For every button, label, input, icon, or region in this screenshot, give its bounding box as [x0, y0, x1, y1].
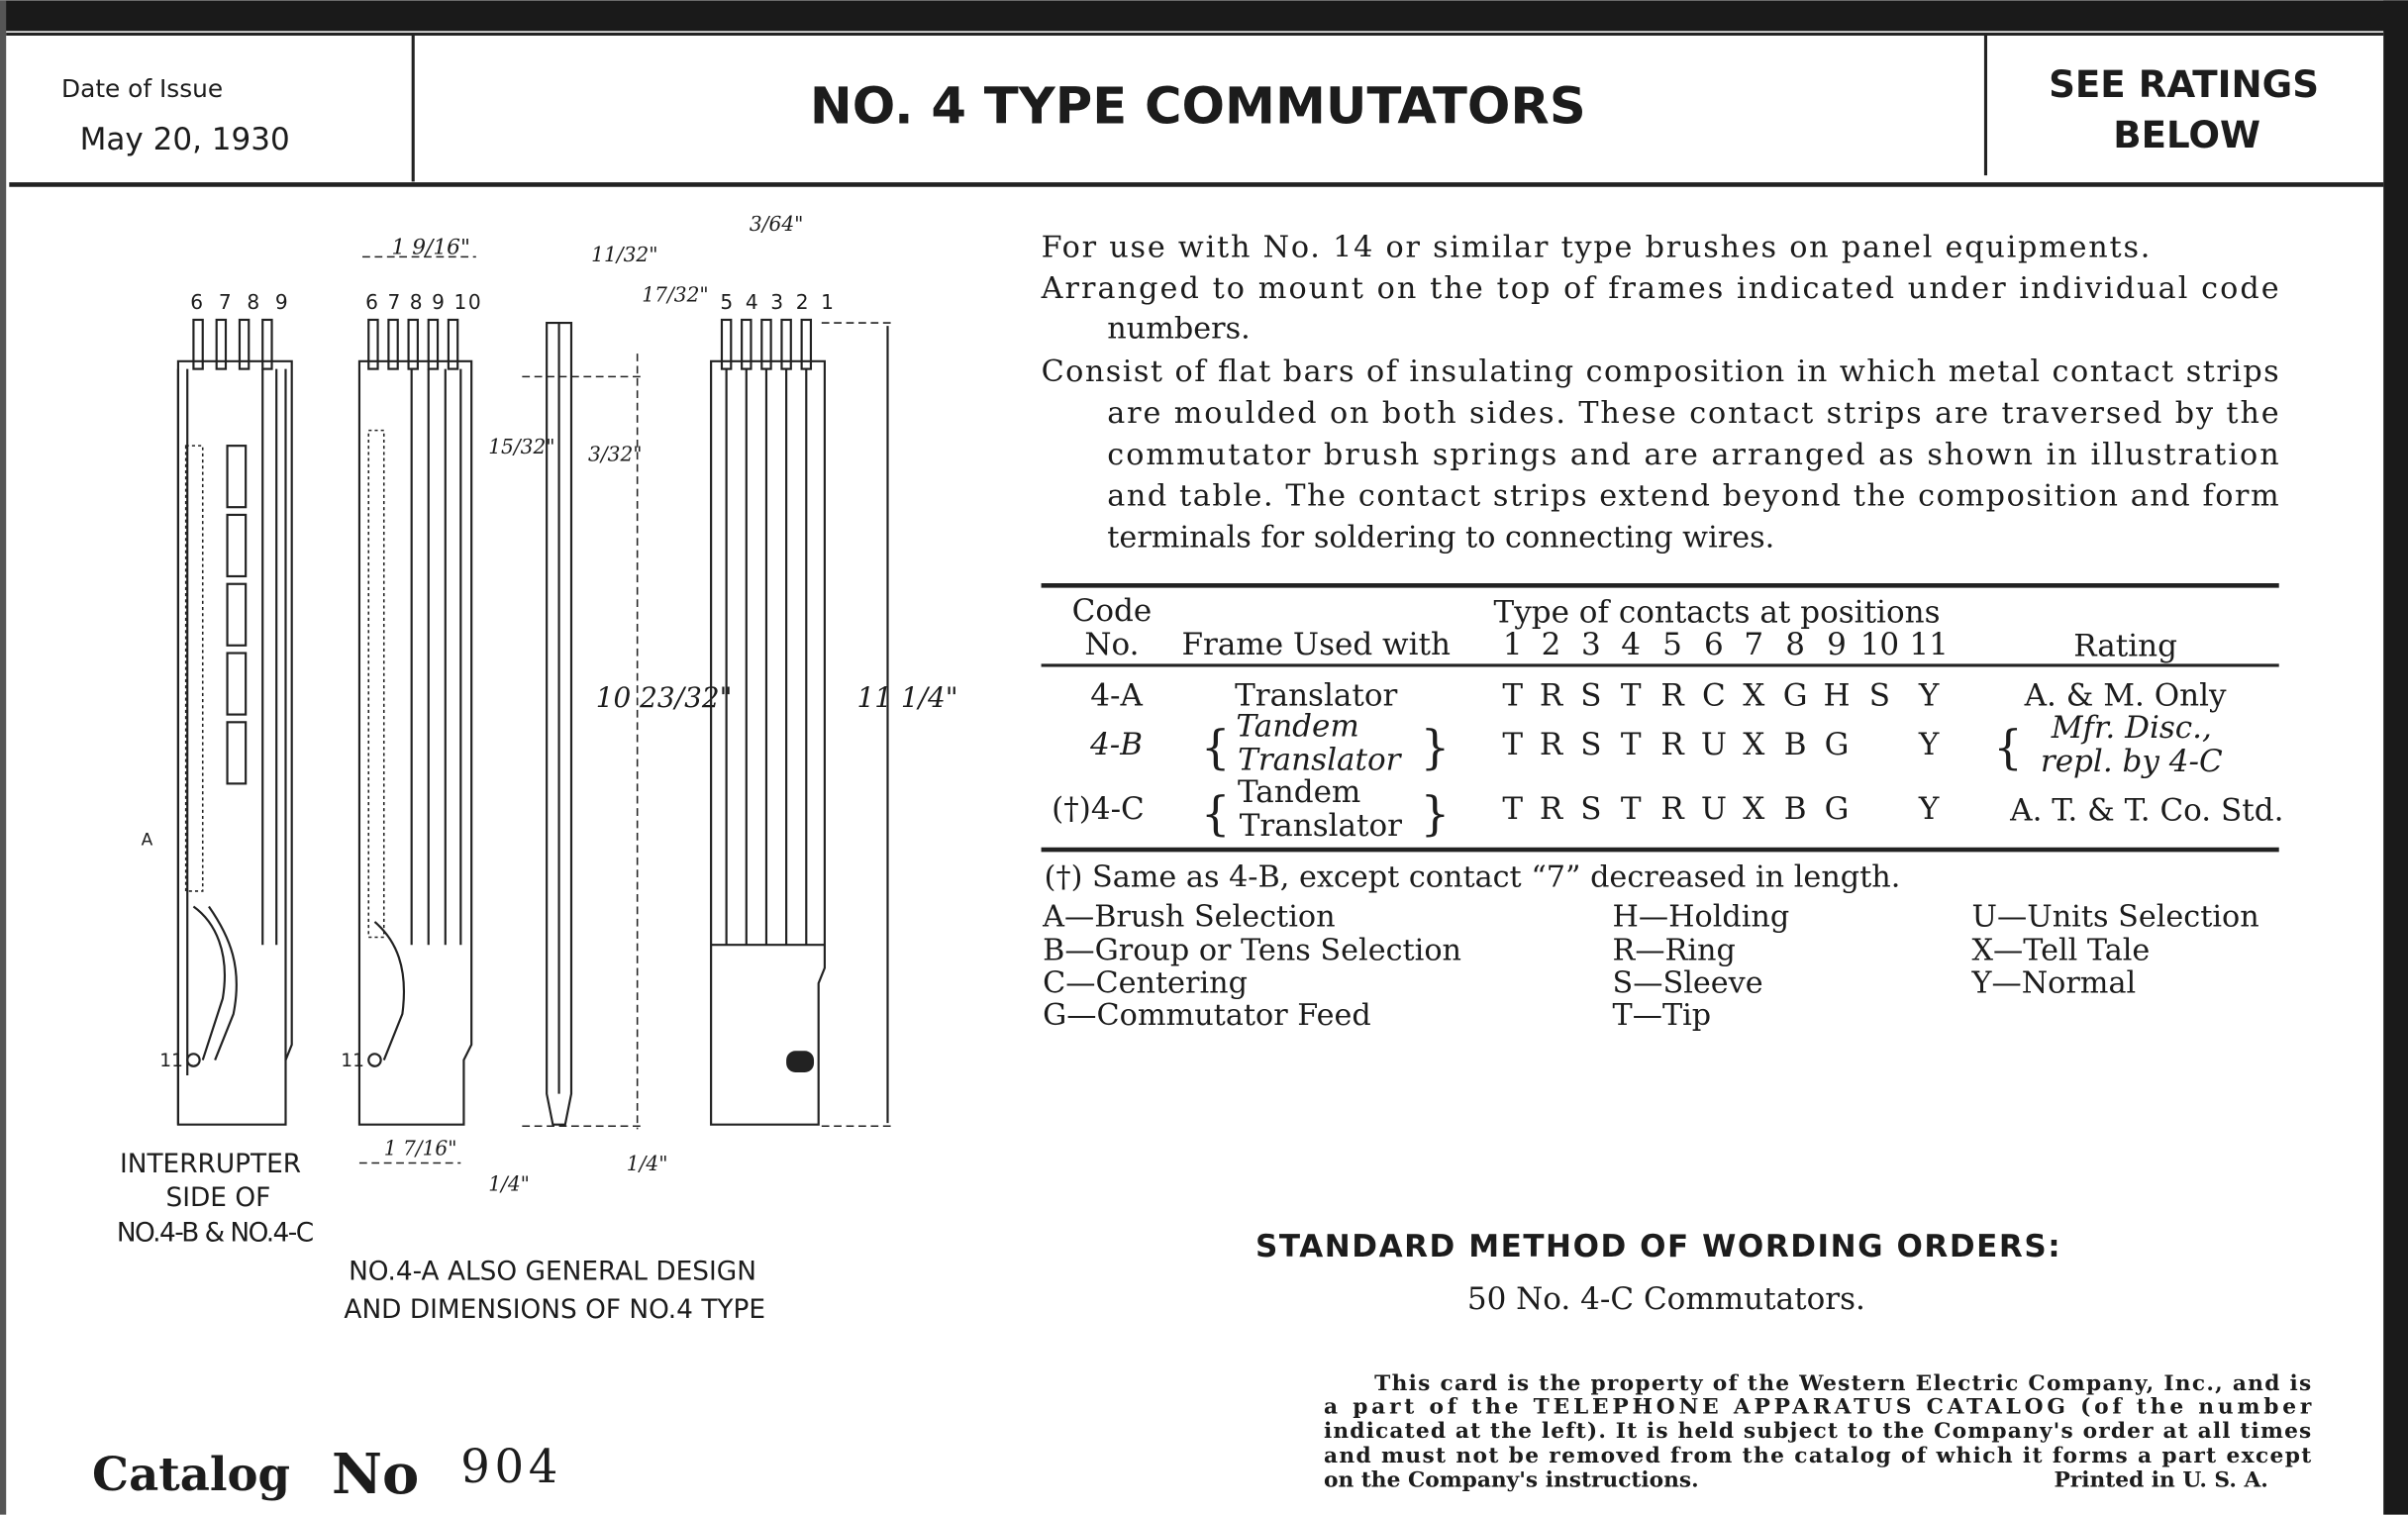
contact-cell: S: [1580, 791, 1602, 828]
row-rating: A. T. & T. Co. Std.: [2010, 792, 2284, 829]
contact-cell: Y: [1918, 791, 1940, 828]
row-rating: Mfr. Disc.,: [2051, 709, 2212, 746]
brace-icon: {: [1200, 721, 1231, 775]
dim-7-16: 1 7/16": [383, 1136, 457, 1161]
contact-cell: S: [1868, 677, 1891, 714]
notice-line: indicated at the left). It is held subject to the Company's order at all times: [1323, 1419, 2312, 1445]
commutator-side-view: [488, 212, 803, 1195]
header-no: No.: [1084, 627, 1140, 663]
notice-line: and must not be removed from the catalog of which it forms a part except: [1323, 1443, 2312, 1468]
caption-line: NO.4-B & NO.4-C: [116, 1218, 313, 1249]
dim-width: 1 9/16": [391, 235, 470, 260]
desc-line: Consist of flat bars of insulating composition in which metal contact strips: [1041, 354, 2279, 389]
header: [6, 34, 2383, 184]
page-title: NO. 4 TYPE COMMUTATORS: [809, 76, 1586, 137]
legend-item: X—Tell Tale: [1971, 933, 2151, 968]
legend-item: U—Units Selection: [1971, 899, 2259, 935]
row-code: 4-B: [1090, 726, 1144, 762]
position-number: 4: [1621, 627, 1642, 663]
legend-item: R—Ring: [1612, 933, 1736, 968]
date-value: May 20, 1930: [79, 121, 290, 157]
legend-item: S—Sleeve: [1612, 965, 1763, 1001]
legend-item: T—Tip: [1612, 997, 1712, 1033]
row-frame: Translator: [1235, 677, 1398, 714]
catalog-number: [92, 1440, 562, 1507]
desc-line: commutator brush springs and are arranged as shown in illustration: [1107, 437, 2279, 472]
scan-edge-right: [2383, 0, 2408, 1514]
contact-cell: G: [1824, 791, 1850, 828]
contact-cell: R: [1539, 677, 1563, 714]
dim-3-32: 3/32": [588, 442, 643, 466]
dim-15-32: 15/32": [488, 434, 555, 458]
desc-line: are moulded on both sides. These contact strips are traversed by the: [1107, 395, 2279, 431]
dim-quarter: 1/4": [626, 1152, 668, 1176]
contact-cell: Y: [1918, 677, 1940, 714]
header-contacts: Type of contacts at positions: [1493, 594, 1941, 631]
notice-line: on the Company's instructions.: [1323, 1467, 1699, 1493]
dim-quarter: 1/4": [488, 1171, 530, 1196]
contact-cell: H: [1823, 677, 1851, 714]
contacts-table: [1042, 585, 2284, 894]
contact-cell: B: [1783, 726, 1807, 762]
ratings-note-2: BELOW: [2113, 113, 2261, 157]
row-rating: repl. by 4-C: [2040, 743, 2223, 779]
contact-cell: T: [1502, 726, 1524, 762]
row-frame: Tandem: [1237, 773, 1361, 810]
contact-cell: G: [1782, 677, 1808, 714]
position-numbers: [1503, 627, 1949, 662]
caption-line: INTERRUPTER: [119, 1149, 302, 1179]
description: [1041, 230, 2279, 555]
header-rating: Rating: [2073, 628, 2178, 664]
label-11: 11: [159, 1050, 183, 1071]
terminal-numbers: 6 7 8 9 10: [365, 290, 483, 315]
commutator-general-design: [341, 235, 482, 1162]
contact-cell: R: [1660, 677, 1684, 714]
contact-cell: T: [1620, 791, 1642, 828]
row-rating: A. & M. Only: [2024, 677, 2227, 714]
ordering-example: 50 No. 4-C Commutators.: [1466, 1280, 1865, 1317]
notice-line: This card is the property of the Western Electric Company, Inc., and is: [1374, 1371, 2312, 1397]
drawing-captions: [117, 1150, 765, 1325]
brace-icon: }: [1420, 721, 1451, 775]
contact-cell: R: [1539, 726, 1563, 762]
desc-line: Arranged to mount on the top of frames indicated under individual code: [1041, 271, 2279, 307]
printed-in: Printed in U. S. A.: [2054, 1467, 2268, 1493]
legend-item: G—Commutator Feed: [1043, 997, 1371, 1033]
contact-cell: X: [1743, 677, 1765, 714]
contact-cell: X: [1743, 791, 1765, 828]
commutator-interrupter-side: [142, 290, 293, 1125]
position-number: 5: [1662, 627, 1682, 663]
position-number: 9: [1827, 627, 1847, 663]
terminal-numbers: 6 7 8 9: [190, 290, 293, 315]
contact-cell: T: [1620, 677, 1642, 714]
contact-cell: T: [1502, 677, 1524, 714]
catalog-label: Catalog: [92, 1446, 291, 1501]
ordering-heading: STANDARD METHOD OF WORDING ORDERS:: [1255, 1229, 2062, 1265]
caption-line: NO.4-A ALSO GENERAL DESIGN: [349, 1257, 756, 1287]
dim-total: 11 1/4": [856, 680, 958, 714]
notice-line: a part of the TELEPHONE APPARATUS CATALOG (of the number: [1323, 1394, 2312, 1420]
caption-line: AND DIMENSIONS OF NO.4 TYPE: [344, 1295, 766, 1326]
header-frame: Frame Used with: [1181, 627, 1451, 663]
terminal-numbers: 5 4 3 2 1: [720, 290, 838, 315]
desc-line: terminals for soldering to connecting wires.: [1107, 520, 1775, 556]
contact-cell: R: [1660, 726, 1684, 762]
scan-edge-top: [0, 0, 2408, 31]
desc-line: numbers.: [1107, 311, 1251, 347]
header-code: Code: [1071, 592, 1153, 629]
legend-item: C—Centering: [1043, 965, 1249, 1001]
row-frame: Tandem: [1236, 708, 1359, 745]
desc-line: and table. The contact strips extend beyond the composition and form: [1107, 478, 2279, 514]
commutator-contact-side: [711, 290, 957, 1126]
row-frame: Translator: [1239, 808, 1403, 845]
contact-cell: T: [1620, 726, 1642, 762]
legend-item: Y—Normal: [1971, 965, 2137, 1001]
position-number: 10: [1859, 627, 1900, 663]
caption-line: SIDE OF: [165, 1182, 271, 1213]
contact-cell: R: [1539, 791, 1563, 828]
brace-icon: {: [1993, 721, 2023, 775]
dim-17-32: 17/32": [642, 282, 709, 307]
date-label: Date of Issue: [61, 74, 224, 104]
legend-item: B—Group or Tens Selection: [1043, 933, 1462, 968]
label-11: 11: [341, 1050, 365, 1071]
contact-cell: G: [1824, 726, 1850, 762]
contact-cell: S: [1580, 677, 1602, 714]
label-a: A: [141, 830, 153, 851]
footnote: (†) Same as 4-B, except contact “7” decreased in length.: [1044, 859, 1901, 895]
dim-length: 10 23/32": [595, 680, 733, 714]
position-number: 11: [1909, 627, 1949, 663]
contact-cell: S: [1580, 726, 1602, 762]
desc-line: For use with No. 14 or similar type brushes on panel equipments.: [1041, 230, 2151, 265]
ratings-note: SEE RATINGS: [2049, 62, 2320, 107]
contact-legend: [1042, 900, 2259, 1033]
catalog-no-label: No: [332, 1442, 420, 1507]
commutator-drawings: [117, 212, 958, 1325]
legend-item: H—Holding: [1612, 899, 1790, 935]
position-number: 1: [1502, 627, 1523, 663]
contact-cell: U: [1700, 791, 1728, 828]
position-number: 3: [1580, 627, 1601, 663]
contact-cell: Y: [1918, 726, 1940, 762]
contact-cell: U: [1700, 726, 1728, 762]
scan-edge-left: [0, 0, 6, 1514]
row-frame: Translator: [1238, 742, 1401, 778]
brace-icon: }: [1420, 786, 1451, 841]
legend-item: A—Brush Selection: [1043, 899, 1336, 935]
contact-cell: R: [1660, 791, 1684, 828]
position-number: 7: [1744, 627, 1764, 663]
contact-cell: B: [1783, 791, 1807, 828]
position-number: 2: [1541, 627, 1561, 663]
contact-cell: T: [1502, 791, 1524, 828]
contact-cell: X: [1743, 726, 1765, 762]
contact-cell: C: [1702, 677, 1726, 714]
dim-3-64: 3/64": [749, 212, 804, 236]
row-code: 4-A: [1090, 677, 1143, 714]
table-rows: [1052, 677, 2283, 844]
brace-icon: {: [1200, 786, 1231, 841]
position-number: 8: [1785, 627, 1806, 663]
row-code: (†)4-C: [1052, 791, 1145, 828]
ownership-notice: [1324, 1371, 2312, 1493]
dim-11-32: 11/32": [591, 243, 658, 267]
catalog-number-value: 904: [460, 1440, 563, 1494]
position-number: 6: [1704, 627, 1724, 663]
